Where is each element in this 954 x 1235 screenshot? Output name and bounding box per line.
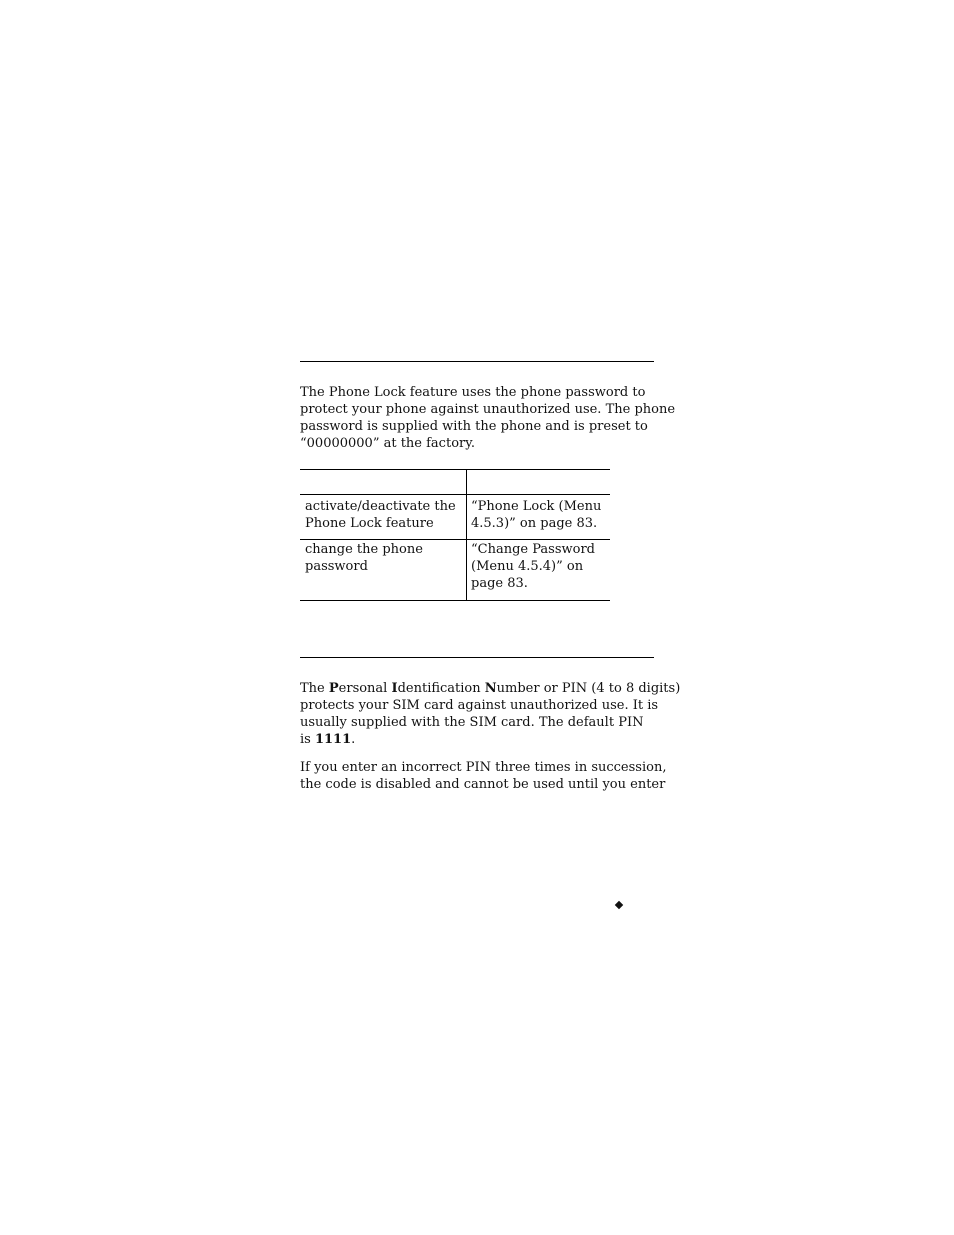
cell-line: password [305, 559, 368, 574]
text-line [300, 680, 681, 697]
table-row-border [300, 539, 610, 540]
text-line: protect your phone against unauthorized use. The phone [300, 402, 676, 417]
cell-line: change the phone [305, 542, 423, 557]
diamond-bullet-icon [615, 901, 623, 909]
text-run: dentification [397, 681, 485, 696]
cell-line: activate/deactivate the [305, 499, 456, 514]
text-line: usually supplied with the SIM card. The default PIN [300, 715, 644, 730]
text-run: I [391, 681, 398, 696]
text-run: . [351, 732, 356, 747]
cell-line: page 83. [471, 576, 528, 591]
pin-incorrect-paragraph [300, 759, 667, 793]
table-cell-action [305, 498, 456, 532]
text-line: password is supplied with the phone and is preset to [300, 419, 648, 434]
cell-line: 4.5.3)” on page 83. [471, 516, 598, 531]
pin-paragraph [300, 680, 681, 748]
table-top-border [300, 469, 610, 470]
text-line [300, 731, 660, 748]
cell-line: “Phone Lock (Menu [471, 499, 602, 514]
text-line: The Phone Lock feature uses the phone password to [300, 385, 646, 400]
text-line: If you enter an incorrect PIN three times in succession, [300, 760, 667, 775]
table-column-divider [466, 469, 467, 600]
text-run: is [300, 732, 315, 747]
text-line: “00000000” at the factory. [300, 436, 475, 451]
phone-lock-paragraph [300, 384, 676, 452]
text-line: the code is disabled and cannot be used until you enter [300, 777, 666, 792]
text-run: umber or PIN (4 to 8 digits) [496, 681, 681, 696]
section-divider-pin [300, 657, 654, 658]
cell-line: “Change Password [471, 542, 595, 557]
table-cell-reference [471, 541, 595, 592]
table-cell-reference [471, 498, 601, 532]
table-cell-action [305, 541, 423, 575]
section-divider-phone-lock [300, 361, 654, 362]
default-pin-value: 1111 [314, 732, 352, 747]
text-run: P [328, 681, 339, 696]
cell-line: Phone Lock feature [305, 516, 434, 531]
text-run: N [484, 681, 497, 696]
table-bottom-border [300, 600, 610, 601]
text-run: The [300, 681, 329, 696]
text-line: protects your SIM card against unauthorized use. It is [300, 698, 659, 713]
table-header-border [300, 494, 610, 495]
cell-line: (Menu 4.5.4)” on [471, 559, 584, 574]
phone-lock-table [300, 469, 610, 601]
text-run: ersonal [338, 681, 392, 696]
